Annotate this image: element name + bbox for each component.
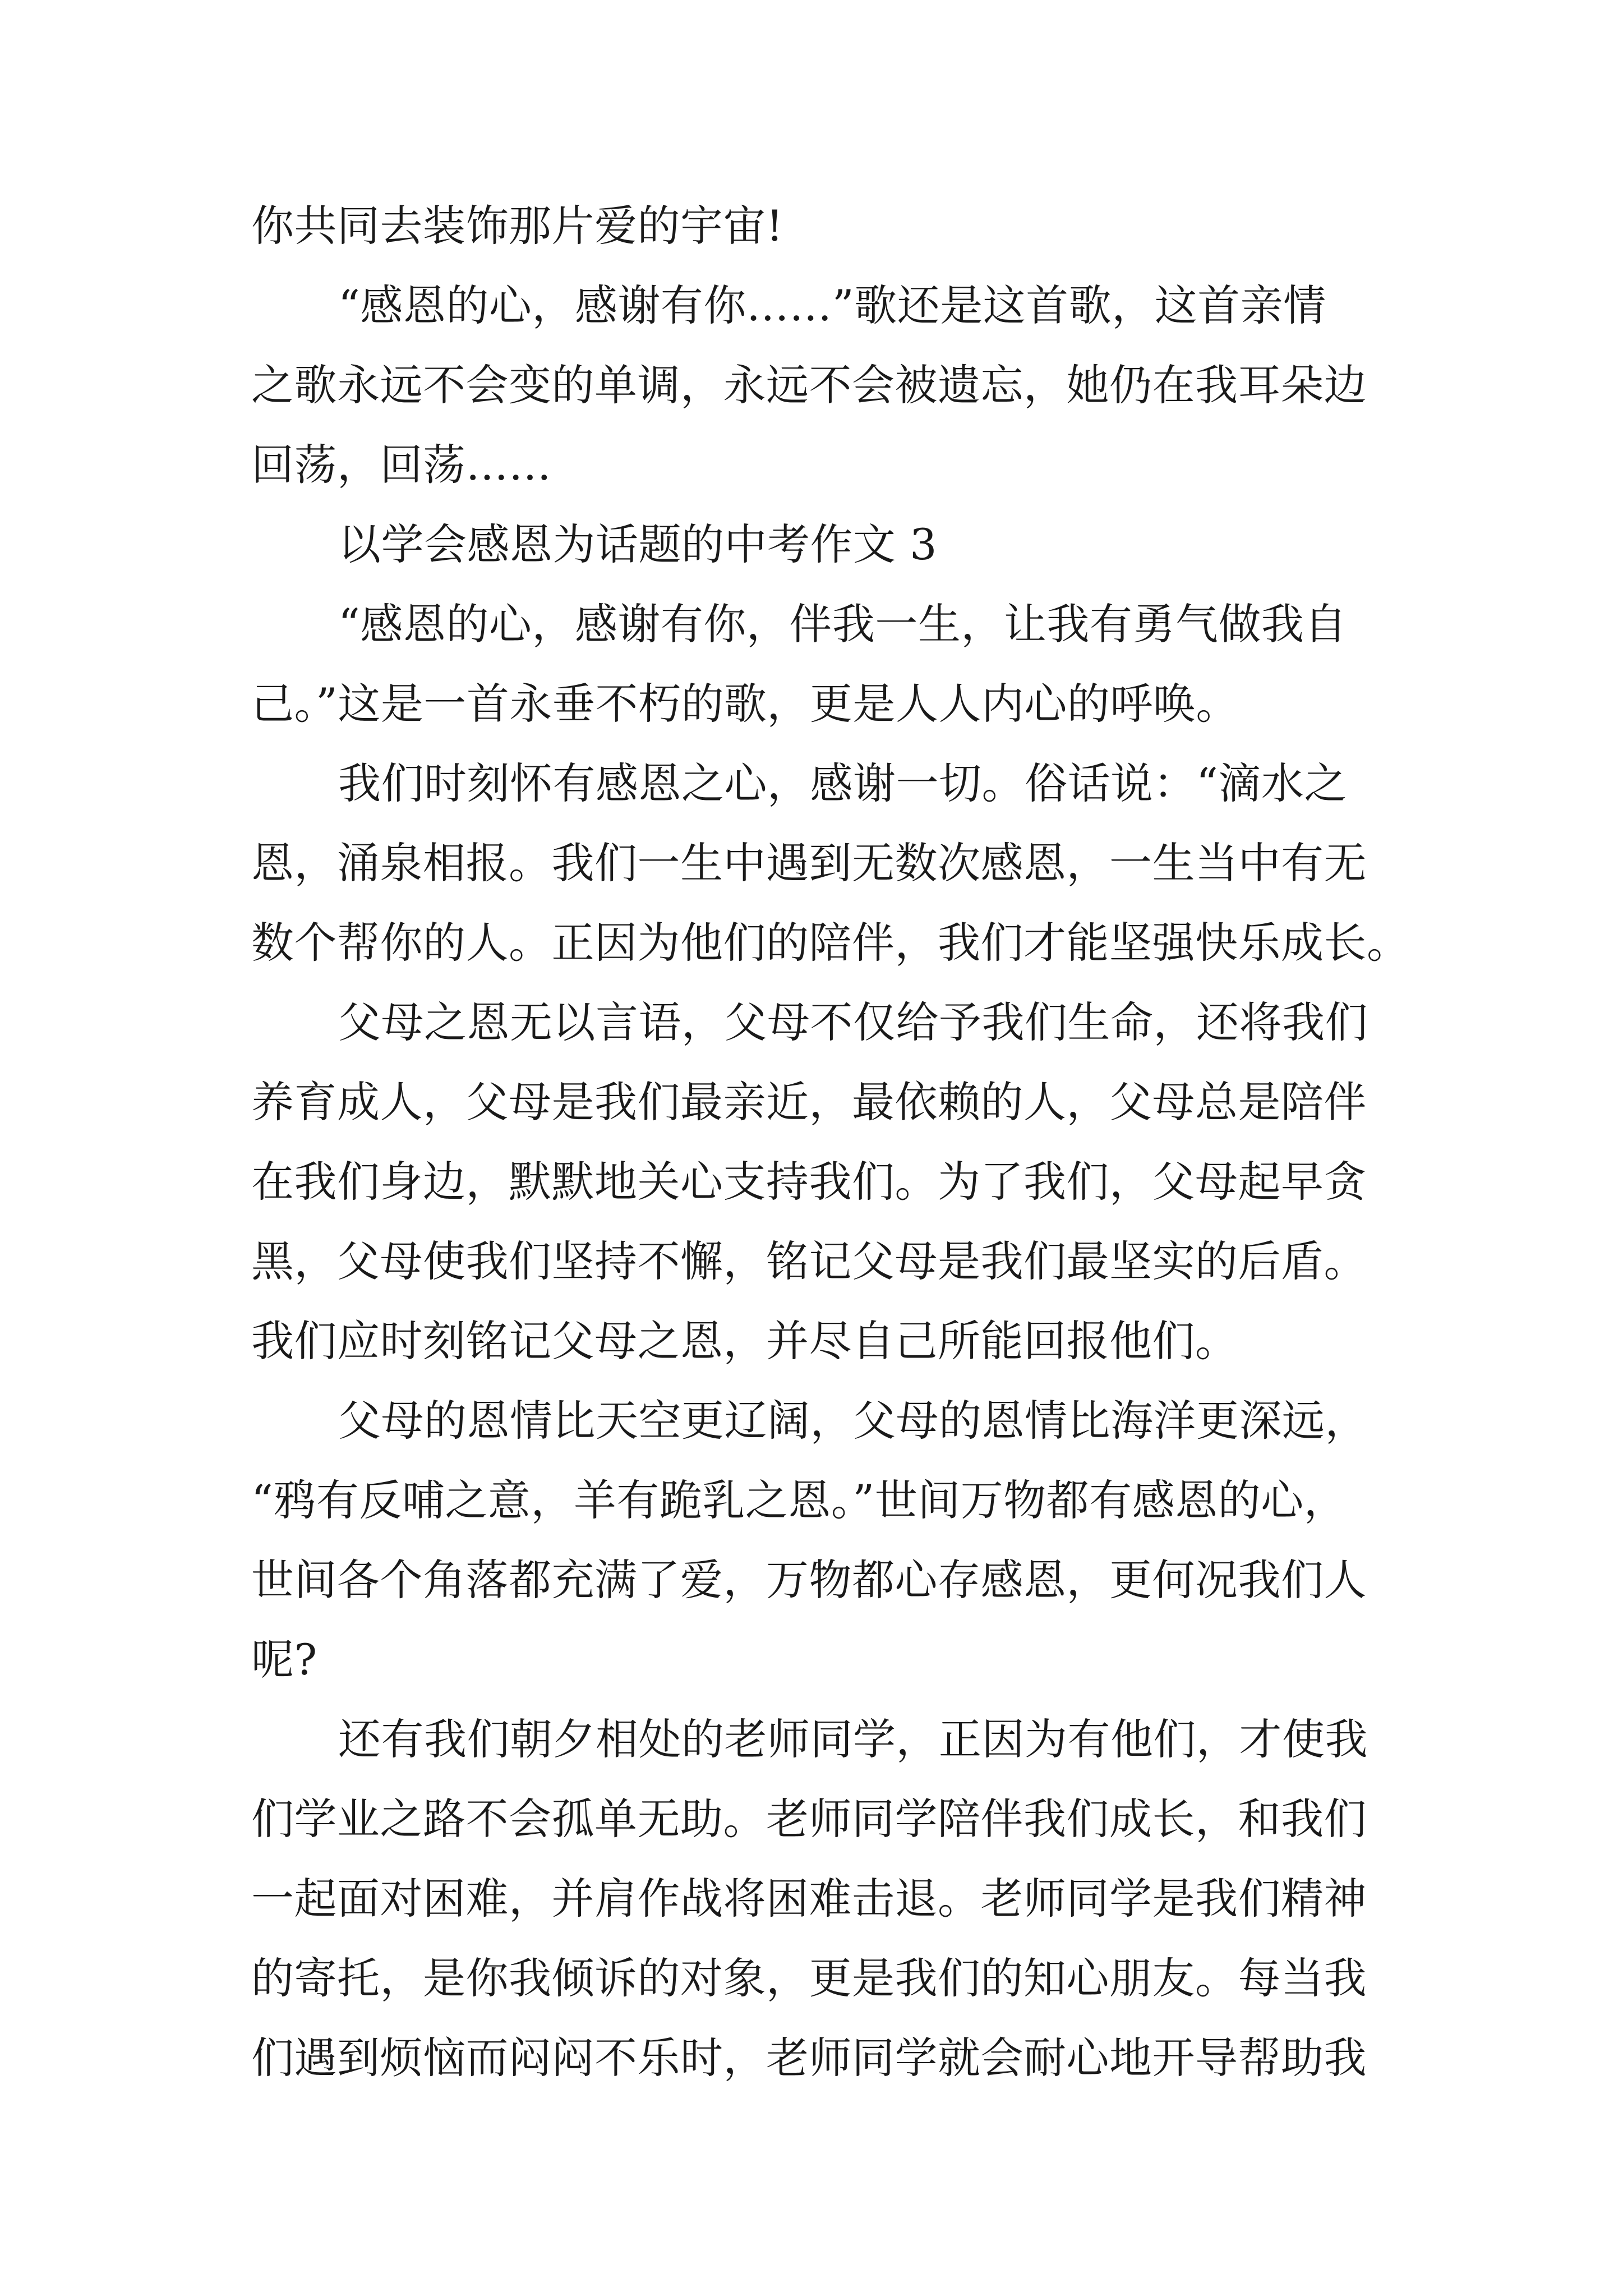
text-line: 们遇到烦恼而闷闷不乐时，老师同学就会耐心地开导帮助我: [251, 2033, 1367, 2083]
text-line: 呢?: [251, 1635, 317, 1685]
text-line: 世间各个角落都充满了爱，万物都心存感恩，更何况我们人: [251, 1555, 1367, 1605]
text-line: 的寄托，是你我倾诉的对象，更是我们的知心朋友。每当我: [251, 1953, 1367, 2003]
section-heading: 以学会感恩为话题的中考作文 3: [338, 519, 938, 569]
text-line: “感恩的心，感谢有你……”歌还是这首歌，这首亲情: [338, 280, 1326, 330]
text-line: 回荡，回荡……: [251, 440, 552, 490]
text-line: “鸦有反哺之意，羊有跪乳之恩。”世间万物都有感恩的心，: [251, 1475, 1347, 1525]
text-line: 在我们身边，默默地关心支持我们。为了我们，父母起早贪: [251, 1157, 1367, 1207]
text-line: 我们应时刻铭记父母之恩，并尽自己所能回报他们。: [251, 1316, 1238, 1366]
text-line: 还有我们朝夕相处的老师同学，正因为有他们，才使我: [338, 1714, 1368, 1764]
text-line: “感恩的心，感谢有你，伴我一生，让我有勇气做我自: [338, 599, 1347, 649]
text-line: 我们时刻怀有感恩之心，感谢一切。俗话说：“滴水之: [338, 758, 1347, 808]
text-line: 恩，涌泉相报。我们一生中遇到无数次感恩，一生当中有无: [251, 838, 1367, 888]
text-line: 你共同去装饰那片爱的宇宙!: [251, 201, 784, 251]
text-line: 之歌永远不会变的单调，永远不会被遗忘，她仍在我耳朵边: [251, 360, 1367, 410]
text-line: 们学业之路不会孤单无助。老师同学陪伴我们成长，和我们: [251, 1794, 1367, 1844]
document-page: [251, 0, 1410, 2296]
text-line: 数个帮你的人。正因为他们的陪伴，我们才能坚强快乐成长。: [251, 918, 1410, 968]
text-line: 黑，父母使我们坚持不懈，铭记父母是我们最坚实的后盾。: [251, 1236, 1367, 1286]
text-line: 己。”这是一首永垂不朽的歌，更是人人内心的呼唤。: [251, 679, 1239, 729]
text-line: 父母的恩情比天空更辽阔，父母的恩情比海洋更深远，: [338, 1396, 1368, 1446]
text-line: 父母之恩无以言语，父母不仅给予我们生命，还将我们: [338, 997, 1368, 1047]
text-line: 一起面对困难，并肩作战将困难击退。老师同学是我们精神: [251, 1874, 1367, 1924]
text-line: 养育成人，父母是我们最亲近，最依赖的人，父母总是陪伴: [251, 1077, 1367, 1127]
